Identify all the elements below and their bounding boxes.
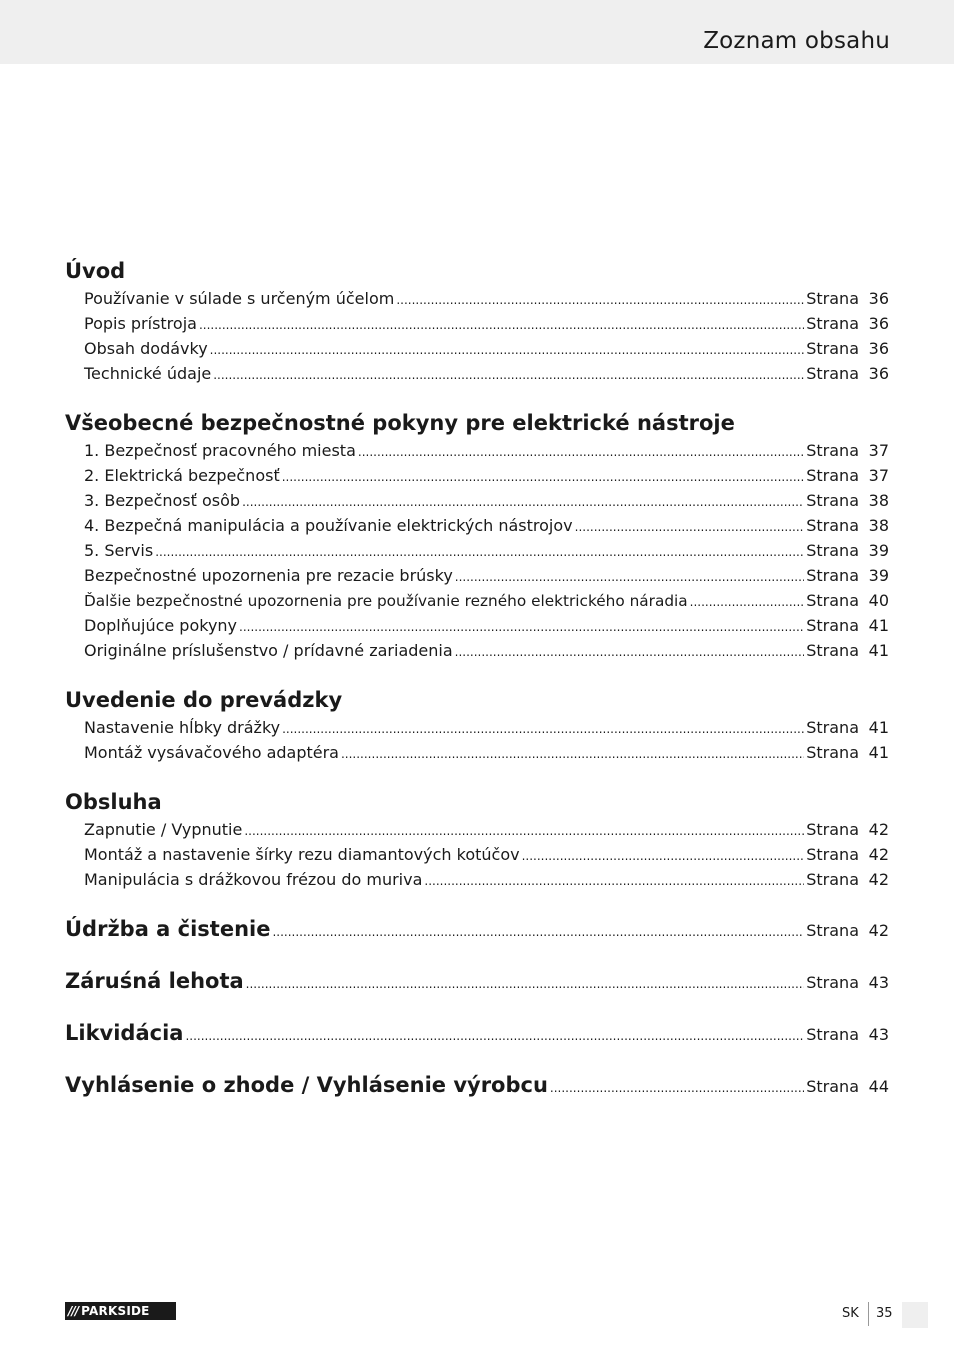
toc-entry-prefix: Strana [806,364,859,383]
toc-entry-prefix: Strana [806,616,859,635]
table-of-contents [65,256,889,1100]
toc-entry-page: 36 [868,289,889,308]
toc-entry[interactable] [65,336,889,361]
leader-dots [396,288,804,313]
leader-dots [239,615,804,640]
toc-top-entry-label: Údržba a čistenie [65,917,271,941]
header-band [0,0,954,64]
toc-entry-label: Obsah dodávky [84,339,208,358]
leader-dots [282,717,804,742]
toc-entry-page: 44 [868,1077,889,1096]
toc-top-entry-label: Vyhlásenie o zhode / Vyhlásenie výrobcu [65,1073,548,1097]
leader-dots [242,490,804,515]
toc-top-entry-label: Likvidácia [65,1021,184,1045]
logo-text: PARKSIDE [81,1304,150,1318]
toc-entry[interactable] [65,588,889,613]
toc-top-entry[interactable] [65,966,889,996]
toc-entry-prefix: Strana [806,339,859,358]
toc-entry[interactable] [65,311,889,336]
toc-entry-prefix: Strana [806,566,859,585]
toc-entry-page: 42 [868,845,889,864]
toc-entry-label: 2. Elektrická bezpečnosť [84,466,280,485]
toc-entry[interactable] [65,488,889,513]
toc-top-entry[interactable] [65,1018,889,1048]
toc-entry-label: Popis prístroja [84,314,197,333]
leader-dots [199,313,804,338]
toc-entry[interactable] [65,867,889,892]
toc-entry-page: 41 [868,743,889,762]
leader-dots [246,969,805,999]
leader-dots [522,844,805,869]
toc-entry-prefix: Strana [806,641,859,660]
toc-entry-page: 41 [868,641,889,660]
toc-entry-page: 42 [868,921,889,940]
toc-entry-page: 41 [868,718,889,737]
toc-entry-page: 38 [868,491,889,510]
toc-section-title: Úvod [65,259,126,283]
toc-entry-page: 41 [868,616,889,635]
logo-slashes: /// [68,1304,79,1318]
leader-dots [210,338,805,363]
toc-entry-page: 37 [868,466,889,485]
toc-entry[interactable] [65,438,889,463]
toc-entry-page: 43 [868,1025,889,1044]
page-title: Zoznam obsahu [703,28,890,54]
toc-entry[interactable] [65,538,889,563]
toc-entry-page: 42 [868,820,889,839]
toc-entry[interactable] [65,817,889,842]
toc-entry-page: 36 [868,364,889,383]
toc-entry[interactable] [65,463,889,488]
toc-entry-page: 36 [868,314,889,333]
toc-entry-prefix: Strana [806,845,859,864]
toc-entry[interactable] [65,842,889,867]
toc-entry-prefix: Strana [806,743,859,762]
toc-entry-label: Zapnutie / Vypnutie [84,820,243,839]
leader-dots [213,363,804,388]
toc-entry[interactable] [65,286,889,311]
leader-dots [282,465,805,490]
page-number: 35 [876,1306,893,1321]
toc-top-entry[interactable] [65,914,889,944]
toc-entry-prefix: Strana [806,1025,859,1044]
toc-entry-label: Bezpečnostné upozornenia pre rezacie brúsky [84,566,453,585]
toc-entry-label: 1. Bezpečnosť pracovného miesta [84,441,356,460]
toc-entry-page: 40 [868,591,889,610]
toc-entry-prefix: Strana [806,591,859,610]
toc-entry-page: 38 [868,516,889,535]
leader-dots [455,565,804,590]
toc-entry-page: 39 [868,541,889,560]
toc-entry-label: Originálne príslušenstvo / prídavné zariadenia [84,641,453,660]
toc-entry[interactable] [65,740,889,765]
leader-dots [155,540,804,565]
toc-entry-label: Manipulácia s drážkovou frézou do muriva [84,870,423,889]
leader-dots [690,590,805,615]
toc-entry-page: 37 [868,441,889,460]
toc-entry[interactable] [65,715,889,740]
toc-entry-label: 5. Servis [84,541,154,560]
leader-dots [341,742,804,767]
brand-logo [65,1302,176,1320]
leader-dots [424,869,804,894]
toc-entry-label: Montáž a nastavenie šírky rezu diamantových kotúčov [84,845,520,864]
toc-entry-label: 4. Bezpečná manipulácia a používanie elektrických nástrojov [84,516,573,535]
toc-entry[interactable] [65,613,889,638]
toc-entry-label: Používanie v súlade s určeným účelom [84,289,395,308]
leader-dots [358,440,804,465]
toc-section-title: Všeobecné bezpečnostné pokyny pre elektrické nástroje [65,411,735,435]
toc-entry-prefix: Strana [806,314,859,333]
leader-dots [550,1073,804,1103]
toc-entry-label: Ďalšie bezpečnostné upozornenia pre používanie rezného elektrického náradia [84,592,688,610]
toc-entry-prefix: Strana [806,870,859,889]
toc-entry-page: 39 [868,566,889,585]
toc-entry-prefix: Strana [806,466,859,485]
toc-entry-prefix: Strana [806,289,859,308]
toc-top-entry[interactable] [65,1070,889,1100]
page-tab [902,1302,928,1328]
toc-entry-label: Doplňujúce pokyny [84,616,238,635]
toc-entry-label: Nastavenie hĺbky drážky [84,718,281,737]
toc-entry-page: 42 [868,870,889,889]
toc-entry-prefix: Strana [806,441,859,460]
toc-entry-page: 43 [868,973,889,992]
toc-entry-page: 36 [868,339,889,358]
footer-divider [868,1302,869,1326]
toc-entry-prefix: Strana [806,516,859,535]
toc-top-entry-label: Záruśná lehota [65,969,244,993]
toc-section-title: Obsluha [65,790,162,814]
language-code: SK [842,1306,859,1321]
toc-entry[interactable] [65,638,889,663]
toc-entry-label: Montáž vysávačového adaptéra [84,743,339,762]
toc-entry-label: Technické údaje [84,364,212,383]
leader-dots [185,1021,804,1051]
toc-entry[interactable] [65,563,889,588]
leader-dots [455,640,805,665]
leader-dots [272,917,804,947]
toc-section-title: Uvedenie do prevádzky [65,688,343,712]
toc-entry-prefix: Strana [806,820,859,839]
leader-dots [244,819,804,844]
toc-entry-label: 3. Bezpečnosť osôb [84,491,241,510]
toc-entry[interactable] [65,513,889,538]
toc-entry-prefix: Strana [806,1077,859,1096]
toc-entry-prefix: Strana [806,718,859,737]
toc-entry-prefix: Strana [806,541,859,560]
leader-dots [575,515,805,540]
toc-entry-prefix: Strana [806,491,859,510]
toc-entry-prefix: Strana [806,973,859,992]
toc-entry-prefix: Strana [806,921,859,940]
toc-entry[interactable] [65,361,889,386]
